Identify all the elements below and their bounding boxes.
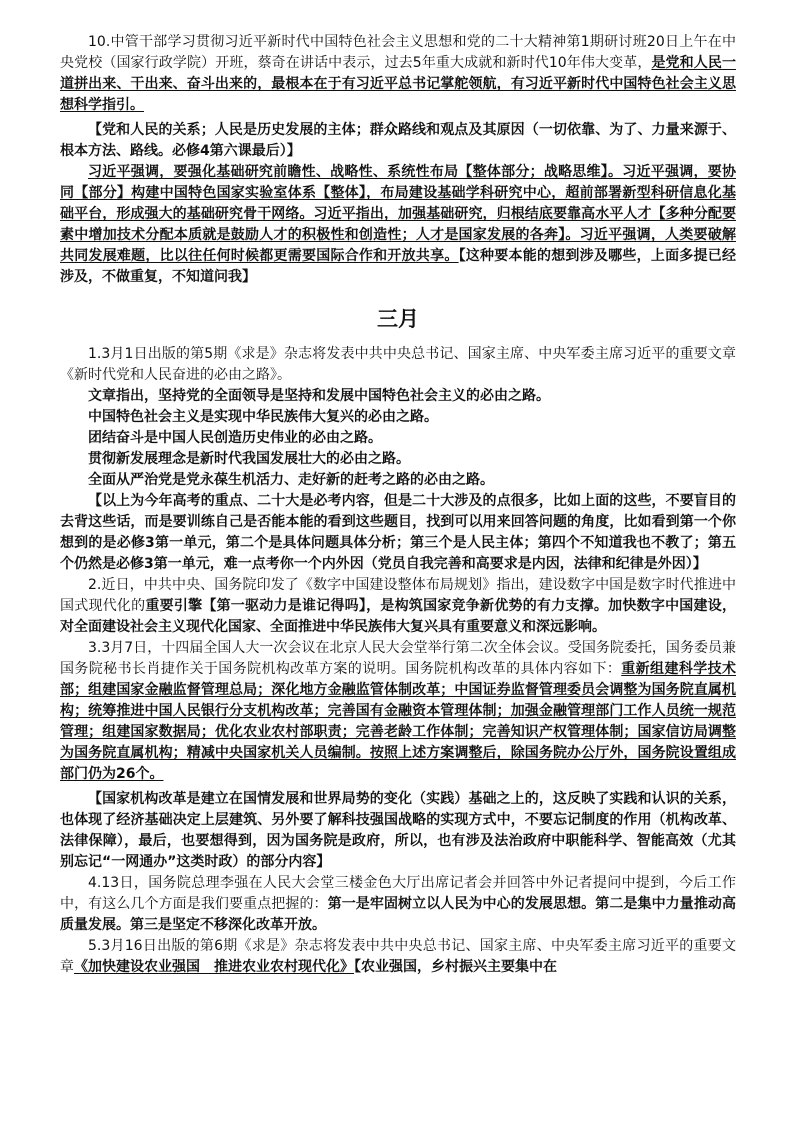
march-item-2-emphasis: 重要引擎【第一驱动力是谁记得吗】，是构筑国家竞争新优势的有力支撑。加快数字中国建设，对全面建设社会主义现代化国家、全面推进中华民族伟大复兴具有重要意义和深远影响。 <box>60 598 736 635</box>
path-line-5: 全面从严治党是党永葆生机活力、走好新的赶考之路的必由之路。 <box>88 472 494 488</box>
march-item-3 <box>60 638 736 785</box>
march-item-2 <box>60 575 736 638</box>
section-heading-march: 三月 <box>377 307 419 331</box>
march-item-5-note: 【农业强国，乡村振兴主要集中在 <box>354 959 557 975</box>
march-item-3-note: 【国家机构改革是建立在国情发展和世界局势的变化（实践）基础之上的，这反映了实践和认识的关系，也体现了经济基础决定上层建筑、另外要了解科技强国战略的实现方式中，不要忘记制度的作用（机构改革、法律保障），最后，也要想得到，因为国务院是政府，所以，也有涉及法治政府中职能科学、智能高效（尤其别忘记“一网通办”这类时政）的部分内容】 <box>60 791 736 870</box>
path-line-4: 贯彻新发展理念是新时代我国发展壮大的必由之路。 <box>88 451 410 467</box>
march-item-5 <box>60 936 736 978</box>
march-item-4-emphasis: 第一是牢固树立以人民为中心的发展思想。第二是集中力量推动高质量发展。第三是坚定不移深化改革开放。 <box>60 896 737 933</box>
item-10-emphasis: 是党和人民一道拼出来、干出来、奋斗出来的，最根本在于有习近平总书记掌舵领航，有习近平新时代中国特色社会主义思想科学指引。 <box>60 55 736 113</box>
item-10-note: 【党和人民的关系；人民是历史发展的主体；群众路线和观点及其原因（一切依靠、为了、力量来源于、根本方法、路线。必修4第六课最后）】 <box>60 122 736 159</box>
march-item-3-text: 3.3月7日，十四届全国人大一次会议在北京人民大会堂举行第二次全体会议。受国务院委托，国务委员兼国务院秘书长肖捷作关于国务院机构改革方案的说明。国务院机构改革的具体内容如下： <box>60 640 736 677</box>
path-line-2: 中国特色社会主义是实现中华民族伟大复兴的必由之路。 <box>88 409 438 425</box>
path-line-1: 文章指出，坚持党的全面领导是坚持和发展中国特色社会主义的必由之路。 <box>88 388 550 404</box>
march-item-2-text: 2.近日，中共中央、国务院印发了《数字中国建设整体布局规划》指出，建设数字中国是数字时代推进中国式现代化的 <box>60 577 736 614</box>
basic-research-paragraph <box>60 162 736 288</box>
item-10-text: 10.中管干部学习贯彻习近平新时代中国特色社会主义思想和党的二十大精神第1期研讨班20日上午在中央党校（国家行政学院）开班，蔡奇在讲话中表示，过去5年重大成就和新时代10年伟大变革， <box>60 34 736 71</box>
basic-research-emphasis: 习近平强调，要强化基础研究前瞻性、战略性、系统性布局【整体部分；战略思维】。习近平强调，要协同【部分】构建中国特色国家实验室体系【整体】，布局建设基础学科研究中心，超前部署新型科研信息化基础平台，形成强大的基础研究骨干网络。习近平指出，加强基础研究，归根结底要靠高水平人才【多种分配要素中增加技术分配本质就是鼓励人才的积极性和创造性；人才是国家发展的各奔】。习近平强调，人类要破解共同发展难题，比以往任何时候都更需要国际合作和开放共享。 <box>60 164 736 264</box>
march-item-1-note: 【以上为今年高考的重点、二十大是必考内容，但是二十大涉及的点很多，比如上面的这些，不要盲目的去背这些话，而是要训练自己是否能本能的看到这些题目，找到可以用来回答问题的角度，比如看到第一个你想到的是必修3第一单元，第二个是具体问题具体分析；第三个是人民主体；第四个不知道我也不教了；第五个仍然是必修3第一单元，难一点考你一个内外因（党员自我完善和高要求是内因，法律和纪律是外因）】 <box>60 493 736 572</box>
march-item-5-article-title: 《加快建设农业强国 推进农业农村现代化》 <box>74 959 354 975</box>
march-item-1 <box>60 344 736 386</box>
march-item-3-emphasis: 重新组建科学技术部；组建国家金融监督管理总局；深化地方金融监管体制改革；中国证券监督管理委员会调整为国务院直属机构；统筹推进中国人民银行分支机构改革；完善国有金融资本管理体制；加强金融管理部门工作人员统一规范管理；组建国家数据局；优化农业农村部职责；完善老龄工作体制；完善知识产权管理体制；国家信访局调整为国务院直属机构；精减中央国家机关人员编制。按照上述方案调整后，除国务院办公厅外，国务院设置组成部门仍为26个。 <box>60 661 737 782</box>
item-10 <box>60 32 736 116</box>
basic-research-note: 【这种要本能的想到涉及哪些，上面多提已经涉及，不做重复，不知道问我】 <box>60 248 737 285</box>
path-line-3: 团结奋斗是中国人民创造历史伟业的必由之路。 <box>88 430 382 446</box>
march-item-4 <box>60 873 736 936</box>
march-item-1-text: 1.3月1日出版的第5期《求是》杂志将发表中共中央总书记、国家主席、中央军委主席习近平的重要文章《新时代党和人民奋进的必由之路》。 <box>60 346 736 383</box>
march-item-4-text: 4.13日，国务院总理李强在人民大会堂三楼金色大厅出席记者会并回答中外记者提问中提到，今后工作中，有这么几个方面是我们要重点把握的： <box>60 875 736 912</box>
march-item-5-text: 5.3月16日出版的第6期《求是》杂志将发表中共中央总书记、国家主席、中央军委主席习近平的重要文章 <box>60 938 736 975</box>
